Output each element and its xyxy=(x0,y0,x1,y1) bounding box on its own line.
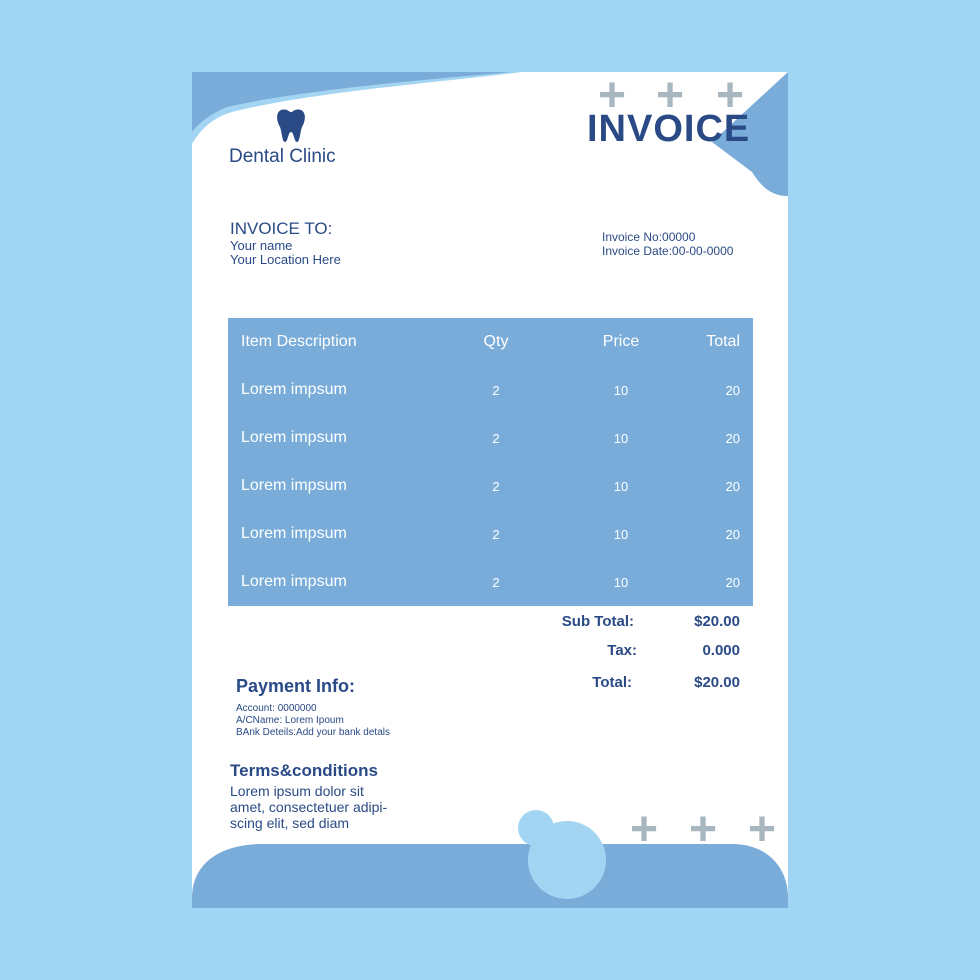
invoice-page xyxy=(192,72,788,908)
row-description: Lorem impsum xyxy=(241,525,347,542)
plus-icon: + xyxy=(630,803,659,856)
bill-to-location: Your Location Here xyxy=(230,252,341,267)
table-row xyxy=(228,510,753,558)
row-qty: 2 xyxy=(492,382,500,398)
header-qty: Qty xyxy=(483,333,509,350)
total-value: $20.00 xyxy=(694,674,740,691)
row-total: 20 xyxy=(725,430,740,446)
row-qty: 2 xyxy=(492,526,500,542)
items-table xyxy=(228,318,753,606)
invoice-date: Invoice Date:00-00-0000 xyxy=(602,244,734,258)
row-price: 10 xyxy=(613,430,629,446)
bill-to-name: Your name xyxy=(230,238,293,253)
terms-line-3: scing elit, sed diam xyxy=(230,815,350,831)
row-total: 20 xyxy=(725,382,740,398)
invoice-title: INVOICE xyxy=(587,108,751,150)
invoice-number: Invoice No:00000 xyxy=(602,230,696,244)
terms-line-2: amet, consectetuer adipi- xyxy=(230,799,388,815)
payment-account: Account: 0000000 xyxy=(236,703,317,714)
plus-icon: + xyxy=(598,72,627,122)
bubble-large xyxy=(528,821,606,899)
header-price: Price xyxy=(602,333,640,350)
plus-icon: + xyxy=(689,803,718,856)
row-description: Lorem impsum xyxy=(241,573,347,590)
plus-icon: + xyxy=(716,72,745,122)
tooth-icon xyxy=(276,108,306,142)
top-wave-dark xyxy=(192,72,512,132)
row-description: Lorem impsum xyxy=(241,429,347,446)
row-total: 20 xyxy=(725,526,740,542)
total-label: Total: xyxy=(592,674,632,691)
terms-line-1: Lorem ipsum dolor sit xyxy=(230,783,364,799)
plus-icon: + xyxy=(748,803,777,856)
row-price: 10 xyxy=(613,574,629,590)
row-price: 10 xyxy=(613,382,629,398)
table-row xyxy=(228,414,753,462)
tax-label: Tax: xyxy=(607,642,637,659)
subtotal-value: $20.00 xyxy=(694,613,740,630)
terms-heading: Terms&conditions xyxy=(230,761,378,780)
tax-value: 0.000 xyxy=(702,642,740,659)
header-total: Total xyxy=(706,333,740,350)
payment-heading: Payment Info: xyxy=(236,676,356,696)
row-qty: 2 xyxy=(492,430,500,446)
subtotal-label: Sub Total: xyxy=(561,613,634,630)
payment-ac-name: A/CName: Lorem Ipoum xyxy=(236,715,344,726)
table-row xyxy=(228,366,753,414)
table-row xyxy=(228,462,753,510)
row-total: 20 xyxy=(725,574,740,590)
row-total: 20 xyxy=(725,478,740,494)
row-description: Lorem impsum xyxy=(241,381,347,398)
row-price: 10 xyxy=(613,526,629,542)
row-qty: 2 xyxy=(492,574,500,590)
row-description: Lorem impsum xyxy=(241,477,347,494)
bill-to-heading: INVOICE TO: xyxy=(230,219,333,238)
table-row xyxy=(228,558,753,606)
row-qty: 2 xyxy=(492,478,500,494)
payment-bank: BAnk Deteils:Add your bank detals xyxy=(236,727,390,738)
row-price: 10 xyxy=(613,478,629,494)
header-item-description: Item Description xyxy=(241,333,357,350)
plus-icon: + xyxy=(656,72,685,122)
table-header-row xyxy=(228,318,753,366)
clinic-name: Dental Clinic xyxy=(229,146,336,167)
